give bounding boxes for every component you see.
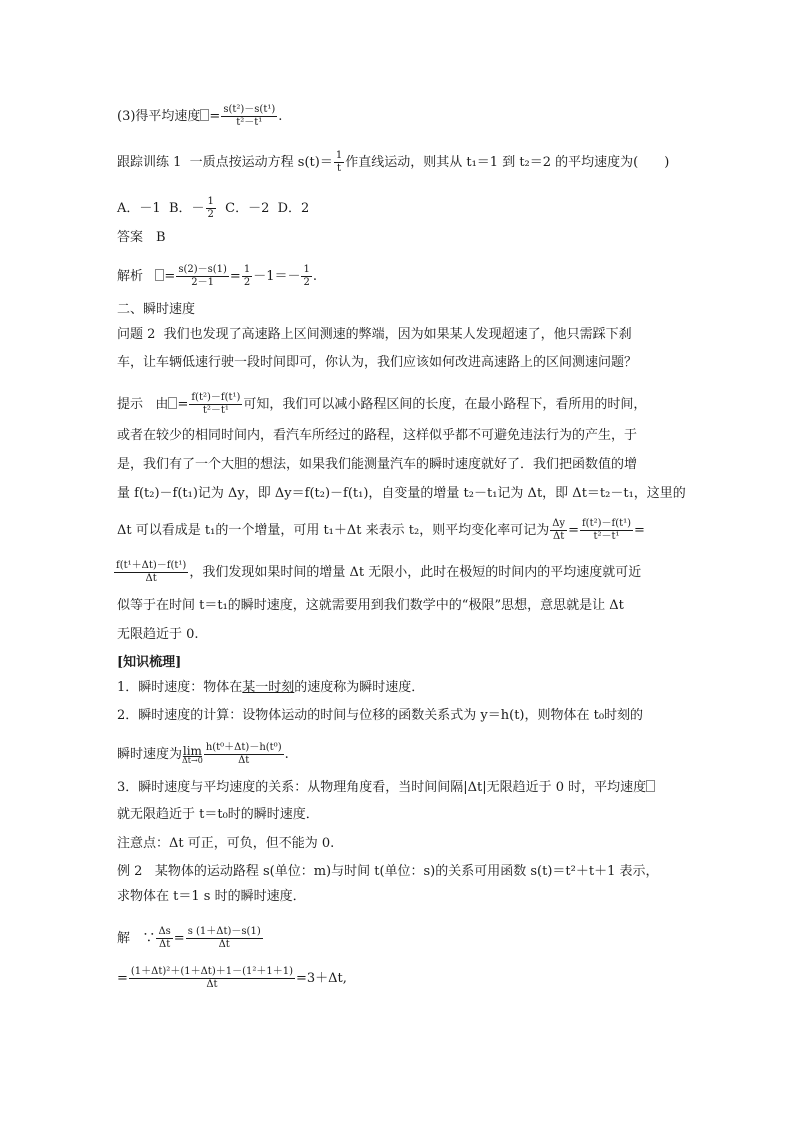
knowledge-item-3-line-1 xyxy=(117,780,655,796)
solution-result: =3＋Δt, xyxy=(296,971,347,986)
lim-subscript: Δt→0 xyxy=(182,755,203,765)
numerator: f(t²)－f(t¹) xyxy=(191,392,241,403)
tip-line-2: 或者在较少的相同时间内，看汽车所经过的路程，这样似乎都不可避免违法行为的产生，于 xyxy=(117,428,638,443)
numerator: s(2)－s(1) xyxy=(178,264,227,275)
question-label: 问题 2 xyxy=(117,327,156,342)
denominator: t²－t¹ xyxy=(580,530,633,543)
equals: = xyxy=(164,269,176,284)
numerator: Δs xyxy=(158,926,171,937)
solution-line-1 xyxy=(117,926,264,951)
training-text: 一质点按运动方程 s(t)＝ xyxy=(189,155,333,170)
solution-label: 解 xyxy=(117,931,131,946)
example-text: 某物体的运动路程 s(单位：m)与时间 t(单位：s)的关系可用函数 s(t)＝t²＋t＋1 表示， xyxy=(154,864,659,879)
period: . xyxy=(312,269,317,284)
denominator: Δt xyxy=(156,938,172,951)
question-2-line-1 xyxy=(117,327,632,343)
knowledge-item-2-line-1: 2．瞬时速度的计算：设物体运动的时间与位移的函数关系式为 y＝h(t)，则物体在 t₀时刻的 xyxy=(117,708,644,723)
solution-line-2 xyxy=(117,966,347,991)
intro-line-3 xyxy=(117,104,282,129)
choice-b-fraction xyxy=(206,196,216,221)
training-text-2: 作直线运动，则其从 t₁＝1 到 t₂＝2 的平均速度为( ) xyxy=(345,155,670,170)
numerator: 1 xyxy=(207,196,214,207)
tip-line-8: 无限趋近于 0. xyxy=(117,627,199,642)
choices-line xyxy=(117,196,309,221)
denominator: Δt xyxy=(550,530,567,543)
equals: = xyxy=(568,523,579,538)
section-heading-2: 二、瞬时速度 xyxy=(117,302,196,317)
denominator: 2 xyxy=(303,277,310,288)
denominator: t xyxy=(334,162,344,175)
equals: = xyxy=(173,931,185,946)
question-2-line-2: 车，让车辆低速行驶一段时间即可，你认为，我们应该如何改进高速路上的区间测速问题？ xyxy=(117,355,638,370)
knowledge-item-2-line-2 xyxy=(117,742,289,767)
tip-line-7: 似等于在时间 t＝t₁的瞬时速度，这就需要用到我们数学中的“极限”思想，意思就是让 Δt xyxy=(117,598,624,613)
numerator: s(t²)－s(t¹) xyxy=(223,104,276,115)
avg-velocity-fraction xyxy=(221,104,277,129)
denominator: Δt xyxy=(186,938,263,951)
k1-underlined: 某一时刻 xyxy=(242,680,295,695)
numerator: f(t¹＋Δt)－f(t¹) xyxy=(116,560,187,571)
equals: = xyxy=(229,269,241,284)
equals: = xyxy=(209,109,221,124)
analysis-fraction-1 xyxy=(176,264,229,289)
solution-fraction-2 xyxy=(186,926,263,951)
numerator: s (1＋Δt)－s(1) xyxy=(187,926,261,937)
denominator: Δt xyxy=(204,754,284,767)
lim-text: lim xyxy=(182,743,202,758)
tip-line-5 xyxy=(117,518,645,543)
tip-line-4: 量 f(t₂)－f(t₁)记为 Δy，即 Δy＝f(t₂)－f(t₁)，自变量的增量 t₂－t₁记为 Δt，即 Δt＝t₂－t₁，这里的 xyxy=(117,486,686,501)
since-symbol: ∵ xyxy=(142,931,156,946)
analysis-fraction-3 xyxy=(301,264,311,289)
choice-c: C．－2 xyxy=(225,201,270,216)
rate-fraction-2 xyxy=(580,518,633,543)
denominator: 2 xyxy=(243,277,251,288)
tip-text-2: 可知，我们可以减小路程区间的长度，在最小路程下，看所用的时间， xyxy=(243,397,647,412)
tip-text: ，我们发现如果时间的增量 Δt 无限小，此时在极短的时间内的平均速度就可近 xyxy=(189,565,642,580)
numerator: 1 xyxy=(243,264,251,275)
knowledge-heading: [知识梳理] xyxy=(117,655,182,670)
numerator: 1 xyxy=(335,150,343,161)
note-line: 注意点：Δt 可正，可负，但不能为 0. xyxy=(117,836,335,851)
denominator: Δt xyxy=(129,978,295,991)
tip-label: 提示 xyxy=(117,397,144,412)
question-text: 我们也发现了高速路上区间测速的弊端，因为如果某人发现超速了，他只需踩下刹 xyxy=(163,327,632,342)
analysis-fraction-2 xyxy=(242,264,252,289)
numerator: 1 xyxy=(303,264,310,275)
intro-text: (3)得平均速度 xyxy=(117,109,201,124)
answer-line: 答案 B xyxy=(117,230,166,245)
equals: = xyxy=(634,523,645,538)
avg-velocity-symbol-icon xyxy=(646,780,655,792)
denominator: t²－t¹ xyxy=(189,404,242,417)
rate-fraction-3 xyxy=(114,560,188,585)
analysis-line xyxy=(117,264,317,289)
tip-line-3: 是，我们有了一个大胆的想法，如果我们能测量汽车的瞬时速度就好了．我们把函数值的增 xyxy=(117,457,638,472)
tip-line-6 xyxy=(113,560,641,585)
period: . xyxy=(278,109,283,124)
limit-symbol xyxy=(182,745,203,765)
motion-fraction xyxy=(334,150,344,175)
k1-text-2: 的速度称为瞬时速度． xyxy=(294,680,425,695)
numerator: h(t⁰＋Δt)－h(t⁰) xyxy=(205,742,282,753)
tip-text: Δt 可以看成是 t₁的一个增量，可用 t₁＋Δt 来表示 t₂，则平均变化率可记为 xyxy=(117,523,550,538)
tip-text: 由 xyxy=(155,397,169,412)
tip-line-1 xyxy=(117,392,646,417)
denominator: t²－t¹ xyxy=(221,116,277,129)
knowledge-item-1 xyxy=(117,680,424,696)
denominator: Δt xyxy=(114,572,188,585)
k1-text: 1．瞬时速度：物体在 xyxy=(117,680,243,695)
analysis-label: 解析 xyxy=(117,269,144,284)
solution-fraction-1 xyxy=(156,926,172,951)
choice-b: B．－ xyxy=(168,201,205,216)
example-2-line-1 xyxy=(117,864,659,880)
k2-text: 瞬时速度为 xyxy=(117,747,183,762)
denominator: 2 xyxy=(207,209,214,220)
denominator: 2－1 xyxy=(176,276,229,289)
k3-text: 3．瞬时速度与平均速度的关系：从物理角度看，当时间间隔|Δt|无限趋近于 0 时，平均速度 xyxy=(117,780,647,795)
follow-training-1 xyxy=(117,150,669,175)
example-label: 例 2 xyxy=(117,864,143,879)
training-label: 跟踪训练 1 xyxy=(117,155,182,170)
rate-fraction-1 xyxy=(550,518,567,543)
instant-velocity-fraction xyxy=(204,742,284,767)
equals: = xyxy=(117,971,128,986)
numerator: (1＋Δt)²＋(1＋Δt)＋1－(1²＋1＋1) xyxy=(130,966,293,977)
knowledge-item-3-line-2: 就无限趋近于 t＝t₀时的瞬时速度． xyxy=(117,807,319,822)
numerator: f(t²)－f(t¹) xyxy=(581,518,632,529)
period: . xyxy=(284,747,289,762)
choice-d: D．2 xyxy=(277,201,310,216)
example-2-line-2: 求物体在 t＝1 s 时的瞬时速度． xyxy=(117,889,306,904)
analysis-mid: －1＝－ xyxy=(253,269,301,284)
tip-fraction xyxy=(189,392,242,417)
numerator: Δy xyxy=(552,518,566,529)
equals: = xyxy=(177,397,189,412)
choice-a: A．－1 xyxy=(117,201,161,216)
solution-fraction-3 xyxy=(129,966,295,991)
